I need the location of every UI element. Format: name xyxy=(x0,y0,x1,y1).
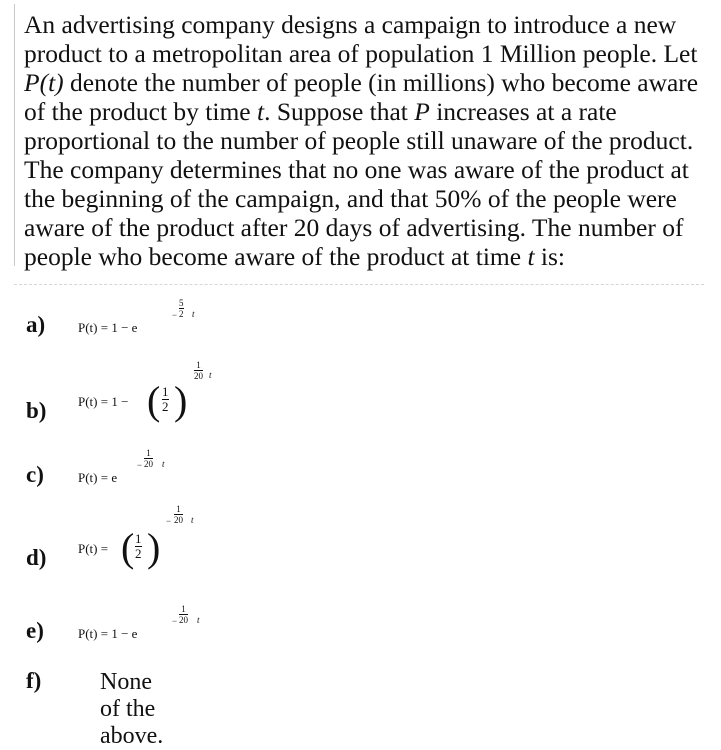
exponent-fraction: $\frac{5}{2}$ xyxy=(179,298,184,319)
option-letter: e) xyxy=(26,618,44,643)
formula-lhs: P(t) = 1 − e xyxy=(78,626,138,641)
exponent-sign: − xyxy=(172,310,178,320)
exponent-fraction: $\frac{1}{20}$ xyxy=(174,504,183,525)
question-line: product to a metropolitan area of population 1 Million people. Let xyxy=(24,39,698,68)
option-formula xyxy=(78,604,200,642)
option-letter: f) xyxy=(26,668,42,693)
left-paren: ( xyxy=(121,525,135,570)
question-line: The company determines that no one was aware of the product at xyxy=(24,155,689,184)
exponent-fraction: $\frac{1}{20}$ xyxy=(179,604,188,625)
option-letter: b) xyxy=(26,398,47,423)
formula-lhs: P(t) = xyxy=(78,541,109,556)
question-text xyxy=(14,4,704,271)
right-paren: ) xyxy=(147,525,161,570)
formula-lhs: P(t) = 1 − e xyxy=(78,320,138,335)
option-formula xyxy=(78,448,165,486)
exponent-variable: t xyxy=(209,370,212,380)
option-formula xyxy=(78,298,195,336)
question-line: P(t) denote the number of people (in millions) who become aware xyxy=(24,68,699,97)
exponent-sign: − xyxy=(166,516,172,526)
exponent-variable: t xyxy=(192,309,195,319)
option-formula xyxy=(78,504,194,570)
exponent-sign: − xyxy=(137,460,143,470)
question-line: An advertising company designs a campaign to introduce a new xyxy=(24,10,677,39)
exponent-sign: − xyxy=(172,616,178,626)
exponent-fraction: $\frac{1}{20}$ xyxy=(194,360,203,381)
option-formula xyxy=(78,360,212,423)
question-line: people who become aware of the product at time t is: xyxy=(24,242,565,271)
exponent-fraction: $\frac{1}{20}$ xyxy=(144,448,153,469)
option-letter: a) xyxy=(26,312,46,337)
exponent-variable: t xyxy=(191,515,194,525)
divider xyxy=(14,284,704,285)
formula-lhs: P(t) = 1 − xyxy=(78,394,129,409)
left-paren: ( xyxy=(147,378,161,423)
question-line: proportional to the number of people still unaware of the product. xyxy=(24,126,694,155)
option-text: None of the above. xyxy=(100,669,164,749)
formula-lhs: P(t) = e xyxy=(78,470,118,485)
question-line: the beginning of the campaign, and that 50% of the people were xyxy=(24,184,677,213)
option-letter: d) xyxy=(26,545,47,570)
right-paren: ) xyxy=(174,378,188,423)
exponent-variable: t xyxy=(197,615,200,625)
base-fraction: $\frac{1}{2}$ xyxy=(162,384,169,414)
question-line: aware of the product after 20 days of advertising. The number of xyxy=(24,213,684,242)
option-letter: c) xyxy=(26,462,44,487)
question-line: of the product by time t. Suppose that P increases at a rate xyxy=(24,97,617,126)
exponent-variable: t xyxy=(162,459,165,469)
base-fraction: $\frac{1}{2}$ xyxy=(135,531,142,561)
